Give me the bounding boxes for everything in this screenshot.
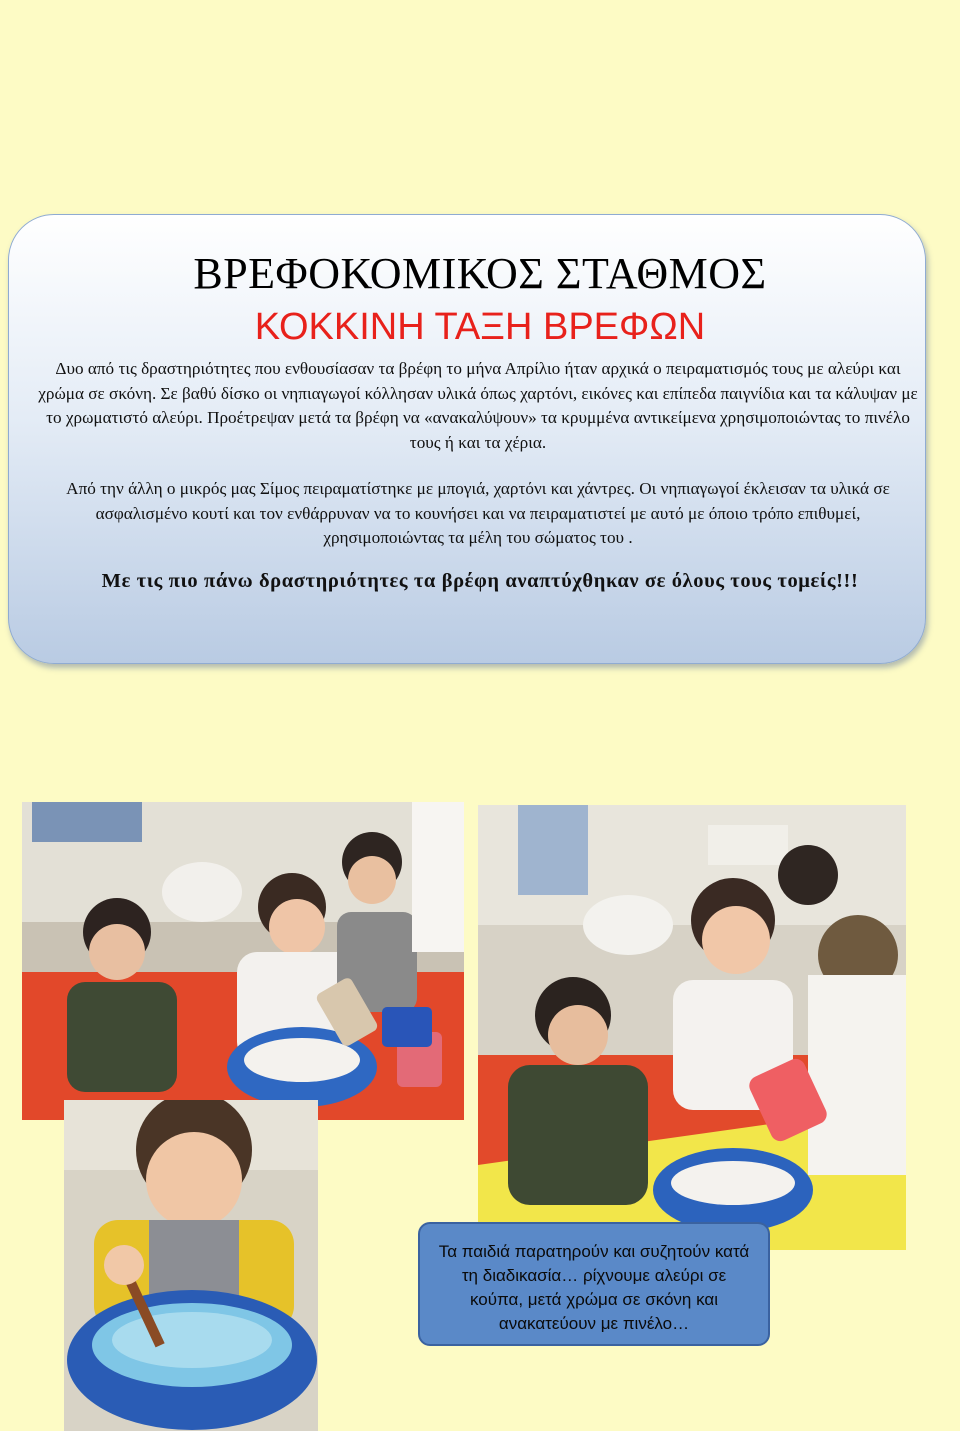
photo-caption-text: Τα παιδιά παρατηρούν και συζητούν κατά τη διαδικασία… ρίχνουμε αλεύρι σε κούπα, μετά χρώμα σε σκόνη και ανακατεύουν με πινέλο…: [438, 1242, 750, 1333]
closing-statement: Με τις πιο πάνω δραστηριότητες τα βρέφη αναπτύχθηκαν σε όλους τους τομείς!!!: [101, 570, 859, 592]
photo-children-pouring-flour: [22, 802, 464, 1120]
photo-children-with-bottle: [478, 805, 906, 1250]
paragraph-flour-activity: Δυο από τις δραστηριότητες που ενθουσίασαν τα βρέφη το μήνα Απρίλιο ήταν αρχικά ο πειραματισμός τους με αλεύρι και χρώμα σε σκόνη. Σε βαθύ δίσκο οι νηπιαγωγοί κόλλησαν υλικά όπως χαρτόνι, εικόνες και επίπεδα παιγνίδια και τα κάλυψαν με το χρωματιστό αλεύρι. Προέτρεψαν μετά τα βρέφη να «ανακαλύψουν» τα κρυμμένα αντικείμενα χρησιμοποιώντας το πινέλο τους ή και τα χέρια.: [38, 359, 918, 452]
paragraph-simos-activity: Από την άλλη ο μικρός μας Σίμος πειραματίστηκε με μπογιά, χαρτόνι και χάντρες. Οι νηπιαγωγοί έκλεισαν τα υλικά σε ασφαλισμένο κουτί και τον ενθάρρυναν να το κουνήσει και να πειραματιστεί με αυτό με όποιο τρόπο επιθυμεί, χρησιμοποιώντας τα μέλη του σώματος του .: [66, 479, 890, 547]
page-subtitle: ΚΟΚΚΙΝΗ ΤΑΞΗ ΒΡΕΦΩΝ: [254, 306, 706, 348]
page-title: ΒΡΕΦΟΚΟΜΙΚΟΣ ΣΤΑΘΜΟΣ: [193, 249, 767, 298]
photo-caption-box: [418, 1222, 770, 1346]
photo-boy-stirring-blue-powder: [64, 1100, 318, 1431]
